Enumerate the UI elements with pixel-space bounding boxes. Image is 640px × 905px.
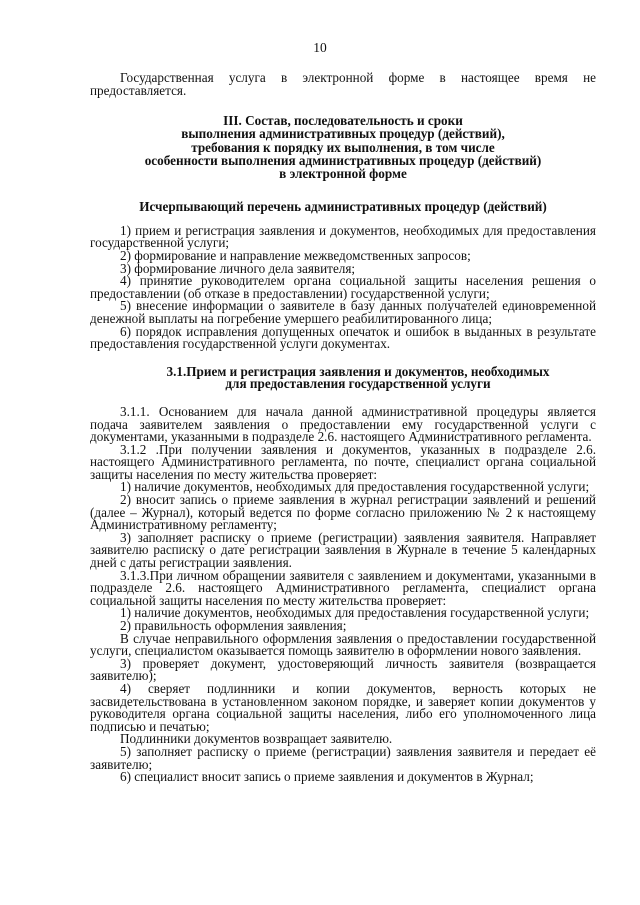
page-content [90, 72, 596, 784]
section-3-heading-line: III. Состав, последовательность и сроки [223, 113, 463, 129]
procedures-list-subtitle: Исчерпывающий перечень административных процедур (действий) [139, 199, 547, 215]
section-3-heading [90, 114, 596, 180]
paragraph: 3.1.3.При личном обращении заявителя с заявлением и документами, указанными в подразделе 2.6. настоящего Административного регламента, специалист органа социальной защиты населения по месту жительства проверяет: [90, 567, 596, 608]
paragraph: 6) специалист вносит запись о приеме заявления и документов в Журнал; [120, 769, 534, 785]
paragraph: 1) наличие документов, необходимых для предоставления государственной услуги; [120, 605, 590, 621]
paragraph: 2) правильность оформления заявления; [120, 618, 347, 634]
section-3-1-heading [90, 363, 596, 392]
paragraph: В случае неправильного оформления заявления о предоставлении государственной услуги, специалистом оказывается помощь заявителю в оформлении нового заявления. [90, 630, 596, 659]
procedure-item: 6) порядок исправления допущенных опечаток и ошибок в выданных в результате предоставления государственной услуги документах. [90, 323, 596, 352]
paragraph: 5) заполняет расписку о приеме (регистрации) заявления заявителя и передает её заявителю; [90, 743, 596, 772]
paragraph: 3) проверяет документ, удостоверяющий личность заявителя (возвращается заявителю); [90, 655, 596, 684]
section-3-heading-line: в электронной форме [279, 166, 407, 181]
section-3-1-heading-line: для предоставления государственной услуги [225, 376, 491, 392]
section-3-1-heading-line: 3.1.Прием и регистрация заявления и документов, необходимых [166, 363, 550, 379]
procedure-item: 4) принятие руководителем органа социальной защиты населения решения о предоставлении (об отказе в предоставлении) государственной услуги; [90, 273, 596, 301]
procedure-item: 3) формирование личного дела заявителя; [120, 260, 356, 276]
procedure-item: 1) прием и регистрация заявления и документов, необходимых для предоставления государственной услуги; [90, 222, 596, 251]
procedure-item: 5) внесение информации о заявителе в базу данных получателей единовременной денежной выплаты на погребение умершего реабилитированного лица; [90, 298, 596, 326]
page-number: 10 [313, 40, 327, 55]
paragraph: 3.1.1. Основанием для начала данной административной процедуры является подача заявителем заявления о предоставлении ему государственной услуги с документами, указанными в подразделе 2.6. настоящего Административного регламента. [90, 403, 596, 445]
section-3-heading-line: требования к порядку их выполнения, в том числе [191, 139, 495, 155]
intro-paragraph: Государственная услуга в электронной форме в настоящее время не предоставляется. [90, 70, 596, 98]
section-3-heading-line: выполнения административных процедур (действий), [181, 126, 505, 142]
paragraph: 4) сверяет подлинники и копии документов, верность которых не засвидетельствована в установленном законом порядке, и заверяет копии документов у руководителя органа социальной защиты населения, либо его уполномоченного лица подписью и печатью; [90, 680, 596, 734]
section-3-heading-line: особенности выполнения административных процедур (действий) [144, 152, 542, 168]
procedure-item: 2) формирование и направление межведомственных запросов; [120, 247, 471, 263]
paragraph: 2) вносит запись о приеме заявления в журнал регистрации заявлений и решений (далее – Журнал), который ведется по форме согласно приложению № 2 к настоящему Административному регламенту; [90, 492, 596, 533]
paragraph: 3.1.2 .При получении заявления и документов, указанных в подразделе 2.6. настоящего Административного регламента, по почте, специалист органа социальной защиты населения по месту жительства проверяет: [90, 441, 596, 482]
paragraph: 3) заполняет расписку о приеме (регистрации) заявления заявителя. Направляет заявителю расписку о дате регистрации заявления в Журнале в течение 5 календарных дней с даты регистрации заявления. [90, 529, 596, 571]
section-3-1-body [90, 403, 596, 785]
procedures-list [90, 222, 596, 352]
paragraph: 1) наличие документов, необходимых для предоставления государственной услуги; [120, 479, 590, 495]
paragraph: Подлинники документов возвращает заявителю. [120, 731, 393, 747]
